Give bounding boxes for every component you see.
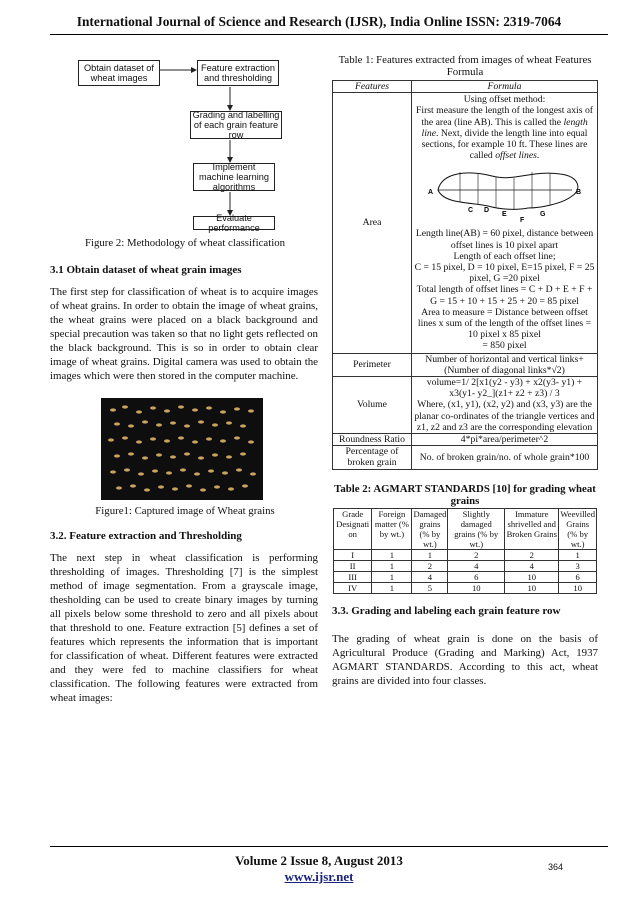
footer-rule xyxy=(50,846,608,847)
table-cell: 10 xyxy=(448,583,505,594)
table-cell: 5 xyxy=(412,583,448,594)
area-line-2b: length line xyxy=(421,116,588,139)
section-3-2-heading: 3.2. Feature extraction and Thresholding xyxy=(50,530,242,542)
footer-volume: Volume 2 Issue 8, August 2013 xyxy=(235,853,403,868)
label-a: A xyxy=(427,189,433,197)
table-cell: 1 xyxy=(559,550,597,561)
table-cell: I xyxy=(334,550,372,561)
area-line-3: Length line(AB) = 60 pixel, distance between offset lines is 10 pixel apart xyxy=(415,228,594,251)
area-line-4: Length of each offset line; xyxy=(453,250,556,262)
area-line-2a: First measure the length of the longest axis of the area (line AB). This is called the xyxy=(415,105,594,128)
area-line-2 xyxy=(414,105,595,161)
area-shape xyxy=(438,173,578,209)
table-cell: 10 xyxy=(559,583,597,594)
volume-label: Volume xyxy=(333,377,412,434)
table-cell: 1 xyxy=(412,550,448,561)
wheat-grains-image xyxy=(101,398,263,500)
table1-row-perimeter xyxy=(333,353,598,376)
area-formula-cell xyxy=(412,93,598,353)
offset-method-diagram xyxy=(420,164,590,226)
table-cell: IV xyxy=(334,583,372,594)
table-cell: 4 xyxy=(412,572,448,583)
label-c: C xyxy=(467,207,473,215)
section-3-1-heading: 3.1 Obtain dataset of wheat grain images xyxy=(50,264,242,276)
table1-row-broken xyxy=(333,446,598,469)
label-d: D xyxy=(483,207,489,215)
table1-row-volume xyxy=(333,377,598,434)
volume-formula: volume=1/ 2[x1(y2 - y3) + x2(y3- y1) + x3(y1- y2_](z1+ z2 + z3) / 3 xyxy=(426,377,583,400)
table2-header-foreign: Foreign matter (% by wt.) xyxy=(372,509,412,550)
table-cell: III xyxy=(334,572,372,583)
wheat-grains-drawing xyxy=(101,398,263,500)
table-cell: 6 xyxy=(559,572,597,583)
table-cell: 4 xyxy=(448,561,505,572)
table-cell: 3 xyxy=(559,561,597,572)
table-cell: 1 xyxy=(372,550,412,561)
flow-box-implement-ml: Implement machine learning algorithms xyxy=(193,163,275,191)
area-line-7: Area to measure = Distance between offset lines x sum of the length of the offset lines = 10 pixel x 85 pixel xyxy=(417,306,592,341)
volume-formula-cell xyxy=(412,377,598,434)
table1-caption: Table 1: Features extracted from images of wheat Features Formula xyxy=(338,54,592,78)
flow-box-evaluate: Evaluate performance xyxy=(193,216,275,230)
journal-header: International Journal of Science and Research (IJSR), India Online ISSN: 2319-7064 xyxy=(76,14,562,29)
table-cell: 4 xyxy=(505,561,559,572)
table1 xyxy=(332,80,598,470)
table1-col-formula: Formula xyxy=(412,81,598,93)
label-e: E xyxy=(501,211,507,219)
table2-header-grade: Grade Designati on xyxy=(334,509,372,550)
table-cell: 1 xyxy=(372,583,412,594)
table2 xyxy=(333,508,597,594)
table-row xyxy=(334,561,597,572)
table2-header-row xyxy=(334,509,597,550)
table1-row-area xyxy=(333,93,598,353)
section-3-2-text: The next step in wheat classification is performing thresholding of images. Thresholding [7] is the simplest method of image segmentation. From a grayscale image, thesholding can be used to create binary images by turning all pixels below some threshold to zero and all pixels about that threshold to one. Feature extraction [5] defines a set of features which represents the information that is important for classification of wheat. Different features were extracted and they were fed to machine classifiers for wheat classification. The following features were extracted from wheat images: xyxy=(50,552,318,704)
area-line-5: C = 15 pixel, D = 10 pixel, E=15 pixel, F = 25 pixel, G =20 pixel xyxy=(414,262,595,285)
table2-header-immature: Immature shrivelled and Broken Grains xyxy=(505,509,559,550)
broken-formula: No. of broken grain/no. of whole grain*100 xyxy=(412,446,598,469)
table-cell: 2 xyxy=(505,550,559,561)
section-3-3-text: The grading of wheat grain is done on the basis of Agricultural Produce (Grading and Marking) Act, 1937 AGMART STANDARDS. According to this act, wheat grains are divided into four classes. xyxy=(332,633,598,687)
table-cell: 2 xyxy=(448,550,505,561)
table1-col-features: Features xyxy=(333,81,412,93)
table-cell: 1 xyxy=(372,561,412,572)
flow-box-obtain-dataset: Obtain dataset of wheat images xyxy=(78,60,160,86)
label-g: G xyxy=(539,211,545,219)
table-row xyxy=(334,583,597,594)
section-3-3-heading: 3.3. Grading and labeling each grain feature row xyxy=(332,605,561,617)
area-line-2c: . Next, divide the length line into equal sections, for example 10 ft. These lines are called xyxy=(421,127,588,162)
grain-dots xyxy=(108,405,256,491)
volume-note: Where, (x1, y1), (x2, y2) and (x3, y3) are the planar co-ordinates of the triangle vertices and z1, z2 and z3 are the corresponding elevation xyxy=(414,399,595,433)
table2-header-damaged: Damaged grains (% by wt.) xyxy=(413,509,447,549)
flow-box-feature-extraction: Feature extraction and thresholding xyxy=(197,60,279,86)
figure2-caption: Figure 2: Methodology of wheat classification xyxy=(84,237,285,249)
table-row xyxy=(334,550,597,561)
area-line-8: = 850 pixel xyxy=(482,340,527,352)
page-number: 364 xyxy=(548,862,564,872)
area-line-2e: . xyxy=(536,150,540,162)
table-cell: II xyxy=(334,561,372,572)
section-3-1-text: The first step for classification of wheat is to acquire images of wheat grains. In order to obtain the image of wheat grains, the wheat grains were placed on a black background and special precaution was taken so that no light gets reflected on the black background. This is so in order to obtain clear image of wheat grains. Digital camera was used to obtain the images which were then stored in the computer machine. xyxy=(50,286,318,382)
footer-url-link[interactable]: www.ijsr.net xyxy=(284,869,354,884)
table-row xyxy=(334,572,597,583)
broken-label: Percentage of broken grain xyxy=(333,446,412,469)
roundness-label: Roundness Ratio xyxy=(333,434,412,446)
table2-caption: Table 2: AGMART STANDARDS [10] for grading wheat grains xyxy=(334,483,596,507)
flow-box-grading: Grading and labelling of each grain feature row xyxy=(190,111,282,139)
label-b: B xyxy=(575,189,581,197)
table1-row-roundness xyxy=(333,434,598,446)
table-cell: 10 xyxy=(505,572,559,583)
header-rule xyxy=(50,34,608,35)
table-cell: 6 xyxy=(448,572,505,583)
table2-header-weevilled: Weevilled Grains (% by wt.) xyxy=(560,509,595,549)
table1-header-row xyxy=(333,81,598,93)
table-cell: 1 xyxy=(372,572,412,583)
perimeter-formula: Number of horizontal and vertical links+(Number of diagonal links*√2) xyxy=(412,353,598,376)
figure1-caption: Figure1: Captured image of Wheat grains xyxy=(95,505,275,517)
table-cell: 2 xyxy=(412,561,448,572)
area-label: Area xyxy=(333,93,412,353)
area-line-6: Total length of offset lines = C + D + E + F + G = 15 + 10 + 15 + 25 + 20 = 85 pixel xyxy=(416,284,593,307)
table-cell: 10 xyxy=(505,583,559,594)
roundness-formula: 4*pi*area/perimeter^2 xyxy=(412,434,598,446)
area-line-2d: offset lines xyxy=(495,150,537,162)
perimeter-label: Perimeter xyxy=(333,353,412,376)
area-line-1: Using offset method: xyxy=(463,94,546,106)
table2-header-slightly: Slightly damaged grains (% by wt.) xyxy=(448,509,505,550)
label-f: F xyxy=(519,217,524,225)
